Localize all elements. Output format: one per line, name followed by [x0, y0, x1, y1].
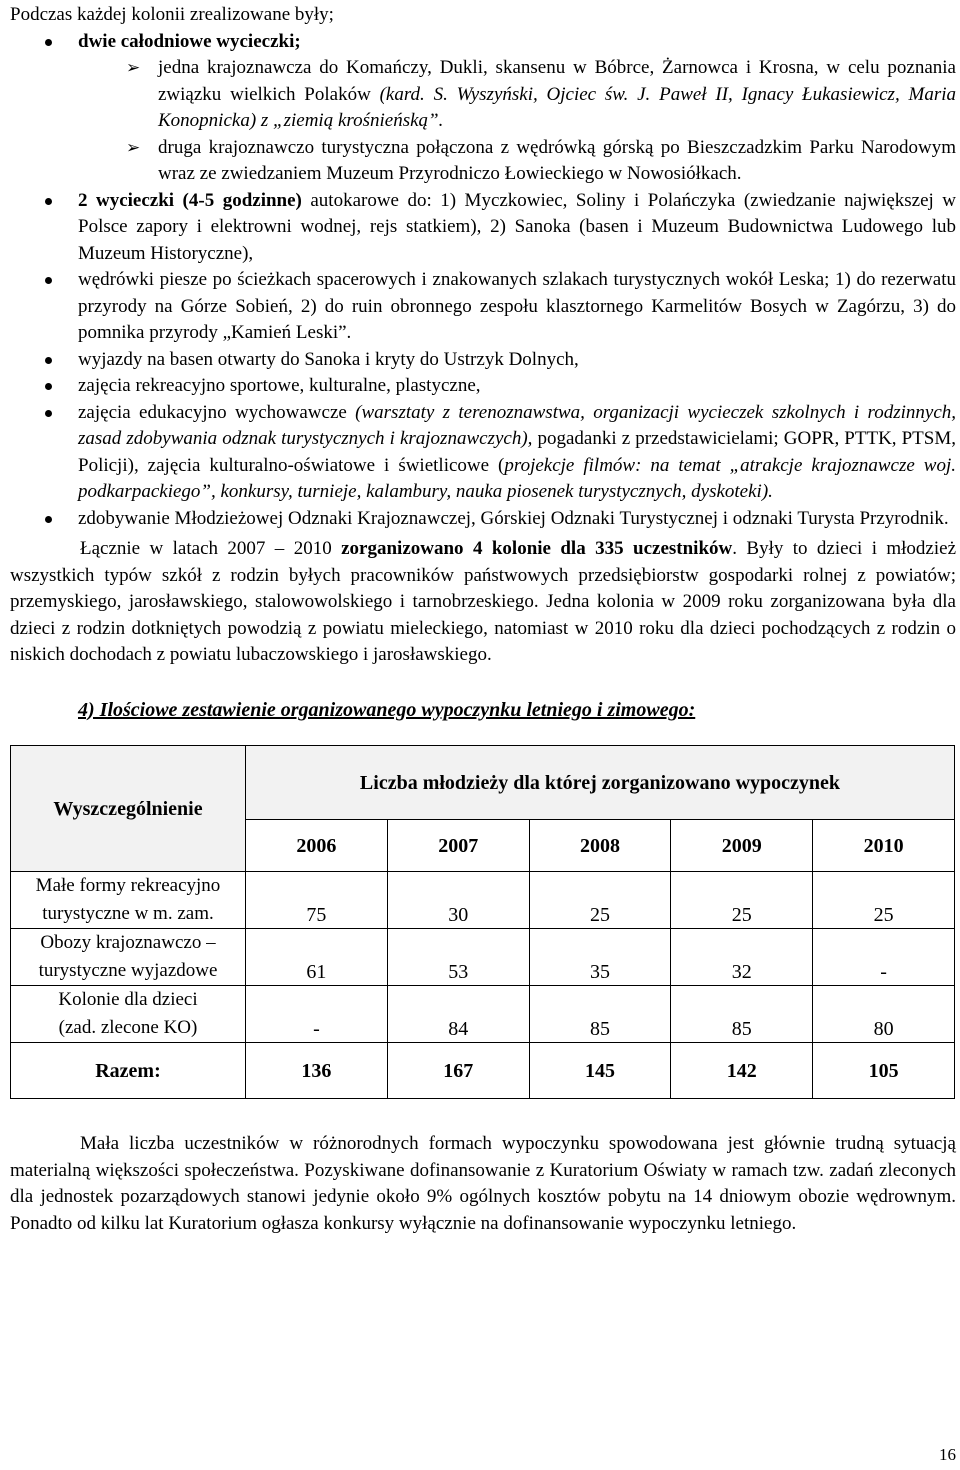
table-cell: 84: [387, 986, 529, 1043]
list-item-education: [10, 400, 956, 506]
row-label: [11, 929, 246, 986]
table-cell: -: [813, 929, 955, 986]
paragraph-text: . Były to dzieci i młodzież wszystkich typów szkół z rodzin byłych pracowników państwowych przedsiębiorstw gospodarki rolnej z powiatów; przemyskiego, jarosławskiego, stalowowolskiego i tarnobrzeskiego. Jedna kolonia w 2009 roku zorganizowana była dla dzieci z rodzin dotkniętych powodzią z powiatu mieleckiego, natomiast w 2010 roku dla dzieci pochodzących z rodzin o niskich dochodach z powiatu lubaczowskiego i jarosławskiego.: [10, 538, 957, 665]
year-header: 2008: [529, 820, 671, 872]
table-cell: 32: [671, 929, 813, 986]
list-item-text: zajęcia edukacyjno wychowawcze: [78, 401, 356, 423]
total-cell: 142: [671, 1043, 813, 1099]
page-number: 16: [939, 1444, 956, 1464]
sub-item-excursion-1: [78, 55, 956, 135]
row-label-line: (zad. zlecone KO): [58, 1017, 198, 1038]
sub-item-italic-text: (kard. S. Wyszyński, Ojciec św. J. Paweł II, Ignacy Łukasiewicz, Maria Konopnicka) z „ziemią krośnieńską”.: [158, 83, 956, 131]
table-cell: 85: [671, 986, 813, 1043]
row-label: [11, 872, 246, 929]
total-label: Razem:: [11, 1043, 246, 1099]
list-item-italic-text: (warsztaty z terenoznawstwa, organizacji wycieczek szkolnych i rodzinnych, zasad zdobywania odznak turystycznych i krajoznawczych),: [78, 401, 957, 449]
table-cell: 25: [813, 872, 955, 929]
year-header: 2010: [813, 820, 955, 872]
table-cell: 53: [387, 929, 529, 986]
list-item-pool: [10, 347, 956, 374]
arrow-bullet-icon: ➢: [126, 58, 141, 78]
table-cell: 30: [387, 872, 529, 929]
row-label-line: Małe formy rekreacyjno: [35, 875, 221, 896]
list-item-text: zajęcia rekreacyjno sportowe, kulturalne, plastyczne,: [78, 375, 481, 396]
document-page: [10, 0, 956, 1237]
table-row: [11, 929, 955, 986]
table-cell: 35: [529, 929, 671, 986]
table-cell: 85: [529, 986, 671, 1043]
table-cell: 75: [246, 872, 388, 929]
year-header: 2007: [387, 820, 529, 872]
list-item-bold-text: 2 wycieczki (4-5 godzinne): [78, 189, 302, 211]
list-item-text: autokarowe do: 1) Myczkowiec, Soliny i Polańczyka (zwiedzanie największej w Polsce zapory i elektrowni wodnej, rejs statkiem), 2) Sanoka (basen i Muzeum Budownictwa Ludowego lub Muzeum Historyczne),: [78, 189, 956, 264]
total-cell: 105: [813, 1043, 955, 1099]
list-item-hikes: [10, 267, 956, 347]
list-item-bus-trips: [10, 188, 956, 268]
intro-text: Podczas każdej kolonii zrealizowane były;: [10, 4, 334, 25]
table-cell: 61: [246, 929, 388, 986]
sub-item-text: druga krajoznawczo turystyczna połączona z wędrówką górską po Bieszczadzkim Parku Narodowym wraz ze zwiedzaniem Muzeum Przyrodniczo Łowieckiego w Nowosiółkach.: [158, 136, 956, 184]
list-item-text: wędrówki piesze po ścieżkach spacerowych i znakowanych szlakach turystycznych wokół Leska; 1) do rezerwatu przyrody na Górze Sobień, 2) do ruin obronnego zespołu klasztornego Karmelitów Bosych w Zagórzu, 3) do pomnika przyrody „Kamień Leski”.: [78, 269, 956, 343]
list-item-excursions: [10, 29, 956, 188]
row-label-line: Obozy krajoznawczo –: [40, 932, 216, 953]
year-header: 2006: [246, 820, 388, 872]
row-label-line: Kolonie dla dzieci: [58, 989, 198, 1010]
excursions-sublist: [78, 55, 956, 188]
summary-paragraph: [10, 536, 956, 669]
list-item-badges: [10, 506, 956, 533]
table-cell: 25: [529, 872, 671, 929]
total-cell: 145: [529, 1043, 671, 1099]
table-header-row: [11, 746, 955, 820]
total-cell: 167: [387, 1043, 529, 1099]
table-cell: -: [246, 986, 388, 1043]
paragraph-bold-text: zorganizowano 4 kolonie dla 335 uczestników: [341, 538, 733, 559]
row-label-line: turystyczne wyjazdowe: [38, 960, 218, 981]
paragraph-text: Łącznie w latach 2007 – 2010: [80, 538, 342, 559]
table-cell: 25: [671, 872, 813, 929]
arrow-bullet-icon: ➢: [126, 137, 141, 158]
sub-item-text: jednа krajoznawcza do Komańczy, Dukli, skansenu w Bóbrce, Żarnowca i Krosna, w celu poznania związku wielkich Polaków: [158, 57, 956, 105]
table-row: [11, 872, 955, 929]
total-cell: 136: [246, 1043, 388, 1099]
column-header: Wyszczególnienie: [11, 746, 246, 872]
statistics-table: [10, 745, 955, 1099]
list-item-text: pogadanki z przedstawicielami; GOPR, PTTK, PTSM, Policji), zajęcia kulturalno-oświatowe i świetlicowe (: [78, 428, 956, 476]
closing-paragraph: Mała liczba uczestników w różnorodnych formach wypoczynku spowodowana jest głównie trudną sytuacją materialną większości społeczeństwa. Pozyskiwane dofinansowanie z Kuratorium Oświaty w ramach tzw. zadań zleconych dla jednostek pozarządowych stanowi jedynie około 9% ogólnych kosztów pobytu na 14 dniowym obozie wędrownym. Ponadto od kilku lat Kuratorium ogłasza konkursy wyłącznie na dofinansowanie wypoczynku letniego.: [10, 1133, 956, 1234]
activities-list: [10, 29, 956, 533]
table-cell: 80: [813, 986, 955, 1043]
row-label-line: turystyczne w m. zam.: [42, 903, 214, 924]
year-header: 2009: [671, 820, 813, 872]
list-item-text: dwie całodniowe wycieczki;: [78, 30, 301, 52]
group-header: Liczba młodzieży dla której zorganizowano wypoczynek: [246, 746, 955, 820]
list-item-activities: [10, 373, 956, 400]
table-row: [11, 986, 955, 1043]
section-heading: 4) Ilościowe zestawienie organizowanego wypoczynku letniego i zimowego:: [78, 698, 696, 721]
list-item-text: zdobywanie Młodzieżowej Odznaki Krajoznawczej, Górskiej Odznaki Turystycznej i odznaki Turysta Przyrodnik.: [78, 507, 949, 529]
list-item-italic-text: projekcje filmów: na temat „atrakcje krajoznawcze woj. podkarpackiego”, konkursy, turnieje, kalambury, nauka piosenek turystycznych, dyskoteki).: [78, 454, 956, 502]
table-total-row: [11, 1043, 955, 1099]
row-label: [11, 986, 246, 1043]
list-item-text: wyjazdy na basen otwarty do Sanoka i kryty do Ustrzyk Dolnych,: [78, 348, 579, 370]
sub-item-excursion-2: [78, 135, 956, 188]
